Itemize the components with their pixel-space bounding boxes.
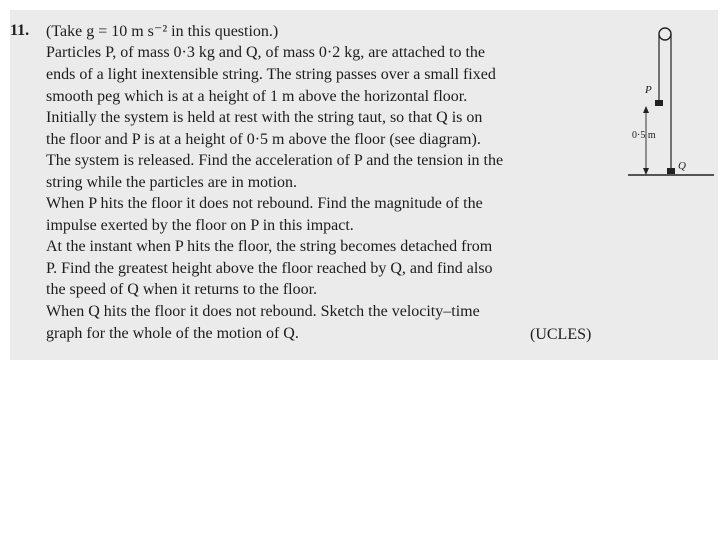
question-line: graph for the whole of the motion of Q.: [46, 325, 299, 342]
question-line: When P hits the floor it does not rebound. Find the magnitude of the: [46, 195, 483, 212]
peg-icon: [659, 28, 671, 40]
question-line: the floor and P is at a height of 0·5 m above the floor (see diagram).: [46, 131, 481, 148]
pulley-diagram: [626, 20, 716, 185]
label-p: P: [645, 84, 652, 96]
question-line: ends of a light inextensible string. The string passes over a small fixed: [46, 66, 496, 83]
source-credit: (UCLES): [530, 326, 592, 343]
label-q: Q: [678, 160, 686, 172]
diagram-drawing: [626, 20, 716, 185]
question-line: string while the particles are in motion.: [46, 174, 298, 191]
question-line: At the instant when P hits the floor, the string becomes detached from: [46, 238, 493, 255]
question-line: (Take g = 10 m s⁻² in this question.): [46, 23, 279, 40]
question-line: Particles P, of mass 0·3 kg and Q, of mass 0·2 kg, are attached to the: [46, 44, 486, 61]
question-line: The system is released. Find the acceleration of P and the tension in the: [46, 152, 504, 169]
question-line: smooth peg which is at a height of 1 m above the horizontal floor.: [46, 88, 468, 105]
question-line: P. Find the greatest height above the floor reached by Q, and find also: [46, 260, 493, 277]
question-line: impulse exerted by the floor on P in this impact.: [46, 217, 354, 234]
question-line: When Q hits the floor it does not rebound. Sketch the velocity–time: [46, 303, 480, 320]
question-line: the speed of Q when it returns to the floor.: [46, 281, 318, 298]
question-line: Initially the system is held at rest with the string taut, so that Q is on: [46, 109, 483, 126]
particle-q: [667, 168, 675, 174]
particle-p: [655, 100, 663, 106]
question-number: 11.: [10, 22, 30, 39]
height-label: 0·5 m: [632, 130, 656, 141]
